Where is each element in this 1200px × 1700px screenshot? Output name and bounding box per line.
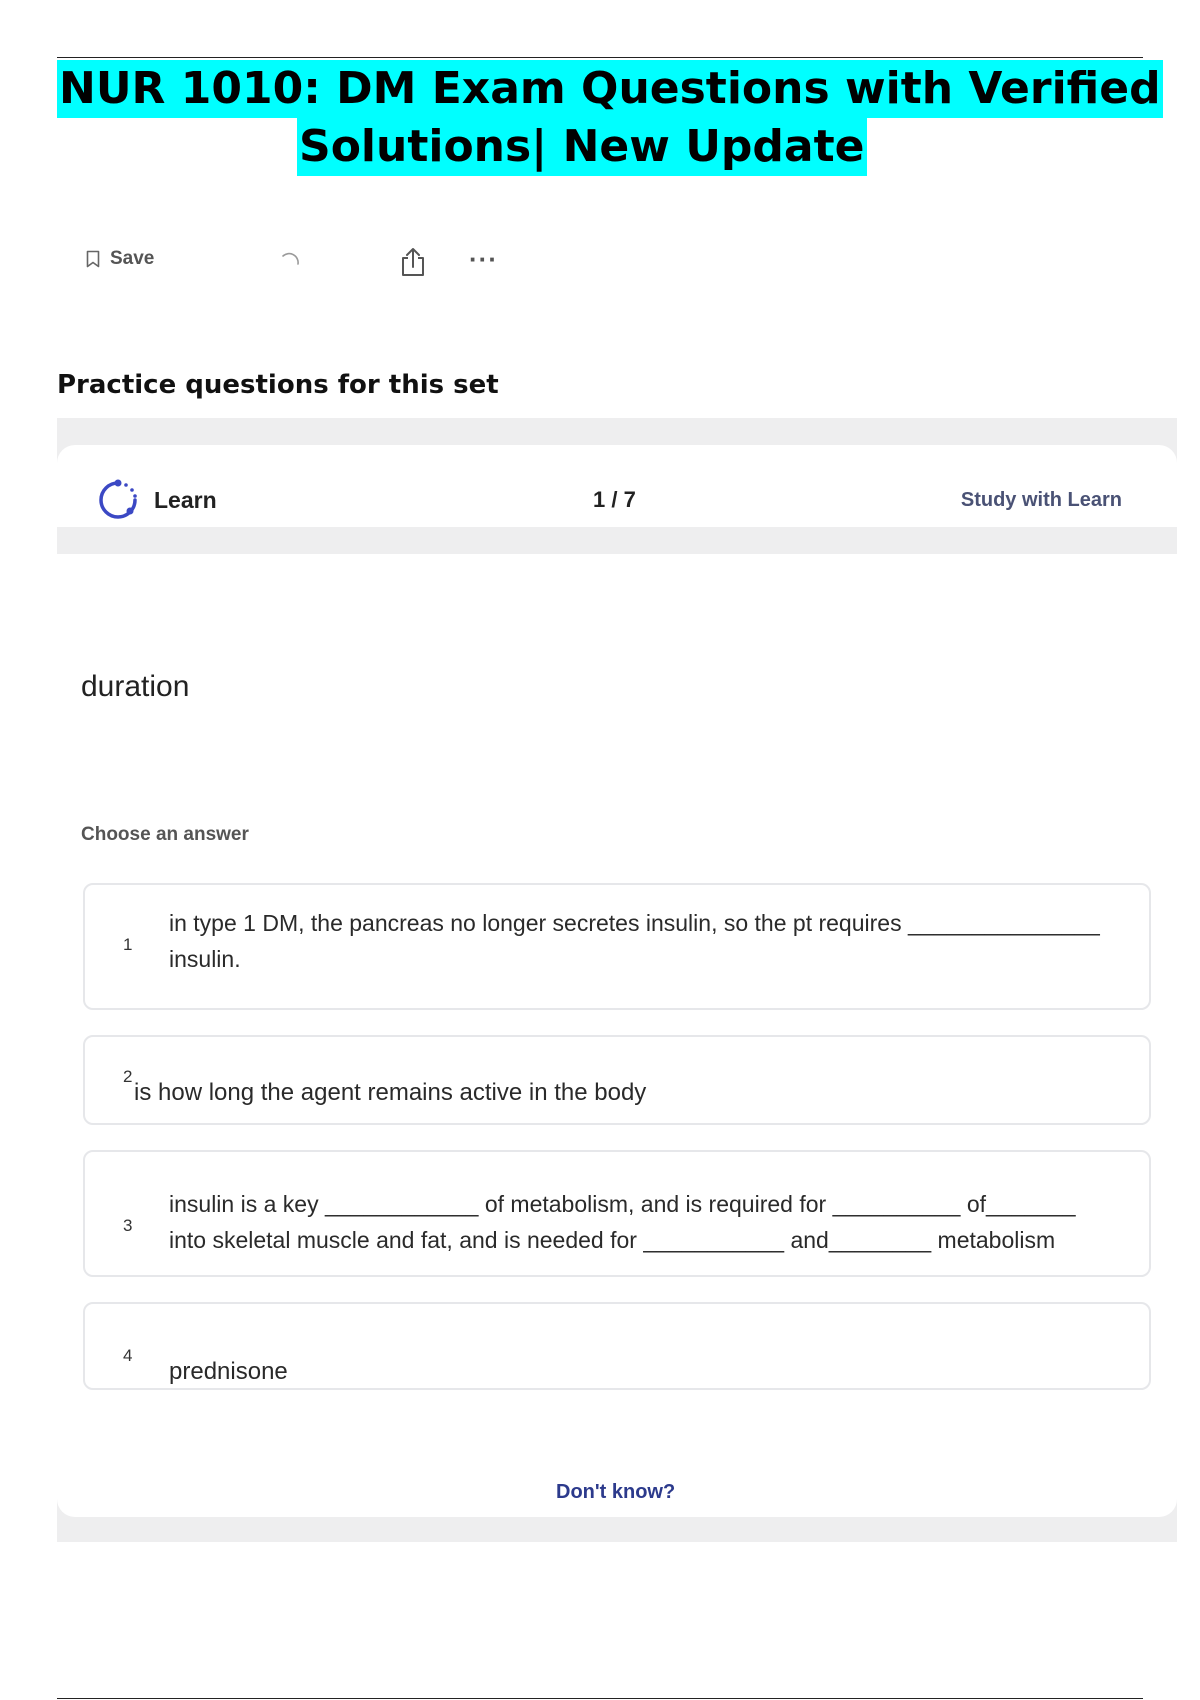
title-line-1: NUR 1010: DM Exam Questions with Verified	[57, 60, 1163, 118]
answer-option-2[interactable]	[83, 1035, 1151, 1125]
save-label: Save	[110, 248, 155, 269]
option-number: 2	[123, 1067, 133, 1086]
option-text: is how long the agent remains active in the body	[134, 1079, 647, 1106]
section-title: Practice questions for this set	[57, 370, 499, 400]
option-number: 3	[123, 1216, 133, 1235]
toolbar	[86, 244, 526, 278]
question-counter: 1 / 7	[593, 487, 636, 512]
study-with-learn-link[interactable]: Study with Learn	[960, 489, 1122, 511]
answer-option-1[interactable]	[83, 883, 1151, 1010]
option-text: in type 1 DM, the pancreas no longer secretes insulin, so the pt requires _______________ insulin.	[169, 910, 1100, 972]
card-header-divider	[57, 527, 1177, 554]
save-button[interactable]	[86, 248, 154, 270]
option-text: prednisone	[169, 1358, 288, 1385]
learn-card-header	[57, 445, 1177, 525]
answer-option-3[interactable]	[83, 1150, 1151, 1277]
option-number: 4	[123, 1346, 133, 1365]
question-term: duration	[81, 670, 190, 703]
loading-spinner-icon	[278, 250, 302, 274]
learn-mode-label: Learn	[154, 487, 217, 513]
answer-option-4[interactable]	[83, 1302, 1151, 1390]
share-icon[interactable]	[398, 246, 428, 278]
choose-answer-prompt: Choose an answer	[81, 824, 249, 845]
learn-mode-icon	[95, 477, 141, 523]
top-rule	[57, 57, 1143, 58]
bookmark-icon	[86, 250, 100, 268]
bottom-rule	[57, 1698, 1143, 1699]
option-text: insulin is a key ____________ of metabolism, and is required for __________ of_______ into skeletal muscle and fat, and is needed for ___________ and________ metabolism	[169, 1191, 1076, 1253]
option-number: 1	[123, 935, 133, 954]
dont-know-button[interactable]: Don't know?	[556, 1481, 676, 1503]
title-line-2: Solutions| New Update	[297, 118, 867, 176]
more-options-icon[interactable]: ···	[469, 244, 498, 274]
